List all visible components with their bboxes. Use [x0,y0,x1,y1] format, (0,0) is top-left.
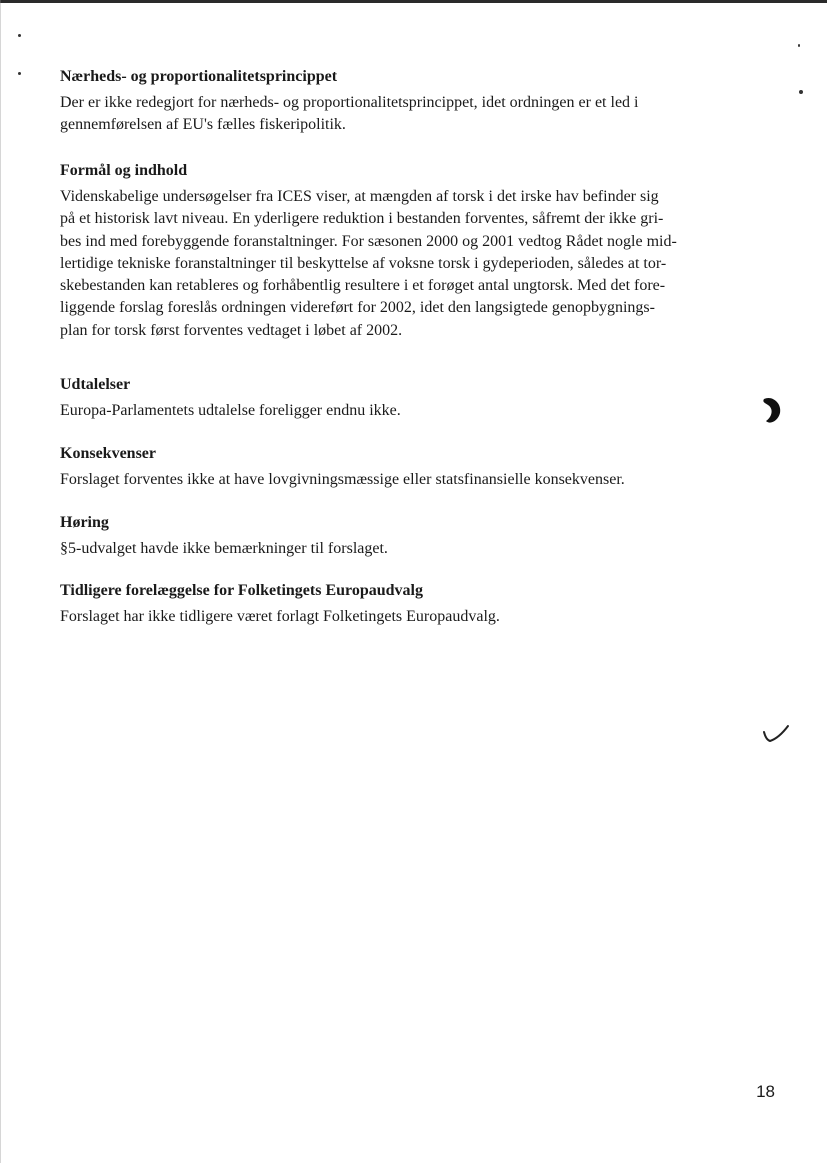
scan-speck [799,90,803,94]
section-previous-submission [60,580,780,628]
top-border-line [0,0,827,3]
section-body: Der er ikke redegjort for nærheds- og proportionalitetsprincippet, idet ordningen er et led i gennemførelsen af EU's fælles fiskeripolitik. [60,94,639,134]
section-heading: Udtalelser [60,376,131,393]
section-body: §5-udvalget havde ikke bemærkninger til forslaget. [60,540,388,557]
section-body: Videnskabelige undersøgelser fra ICES viser, at mængden af torsk i det irske hav befinder sig på et historisk lavt niveau. En yderligere reduktion i bestanden forventes, såfremt der ikke gri- bes ind med forebyggende foranstaltninger. For sæsonen 2000 og 2001 vedtog Rådet nogle mid- lertidige tekniske foranstaltninger til beskyttelse af voksne torsk i gydeperioden, således at tor- skebestanden kan retableres og forhåbentlig resultere i et forøget antal ungtorsk. Med det fore- liggende forslag foreslås ordningen videreført for 2002, idet den langsigtede genopbygnings- plan for torsk først forventes vedtaget i løbet af 2002. [60,188,677,339]
scan-speck [18,72,21,75]
scan-speck [798,44,800,47]
section-body: Forslaget har ikke tidligere været forlagt Folketingets Europaudvalg. [60,608,500,625]
section-heading: Tidligere forelæggelse for Folketingets Europaudvalg [60,582,423,599]
section-heading: Nærheds- og proportionalitetsprincippet [60,68,338,85]
section-body: Europa-Parlamentets udtalelse foreligger endnu ikke. [60,402,401,419]
section-body: Forslaget forventes ikke at have lovgivningsmæssige eller statsfinansielle konsekvenser. [60,471,625,488]
page-number: 18 [756,1082,775,1101]
pen-tick-mark [762,722,790,746]
section-consultation [60,512,780,560]
scan-speck [18,34,21,37]
section-purpose-content [60,160,780,342]
punch-hole-mark [758,395,782,425]
scan-left-edge [0,0,1,1163]
section-consequences [60,443,780,491]
section-heading: Konsekvenser [60,445,156,462]
section-heading: Formål og indhold [60,162,188,179]
section-subsidiarity [60,66,780,137]
section-statements [60,374,780,422]
section-heading: Høring [60,514,109,531]
